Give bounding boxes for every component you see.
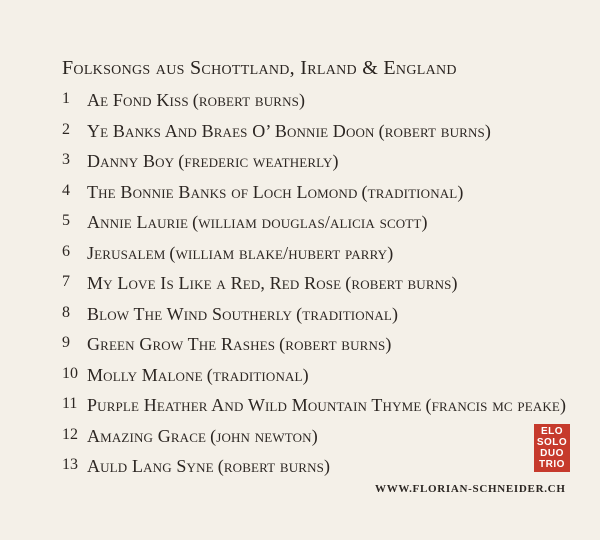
track-credit: (traditional)	[296, 303, 399, 324]
track-title: The Bonnie Banks of Loch Lomond	[87, 181, 358, 202]
track-number: 4	[62, 181, 70, 199]
track-credit: (francis mc peake)	[425, 395, 567, 415]
track-item	[0, 426, 600, 450]
logo-line: TRIO	[539, 459, 565, 470]
track-credit: (traditional)	[206, 364, 309, 385]
track-credit: (robert burns)	[279, 334, 392, 354]
elo-solo-duo-trio-logo	[534, 424, 570, 472]
track-credit: (robert burns)	[192, 90, 306, 110]
track-title: Purple Heather And Wild Mountain Thyme	[87, 395, 422, 415]
track-credit: (traditional)	[361, 181, 464, 202]
track-credit: (robert burns)	[378, 120, 492, 141]
track-number: 1	[62, 90, 70, 107]
track-title: Amazing Grace	[87, 425, 207, 446]
track-title: Ae Fond Kiss	[87, 90, 189, 110]
track-title: Auld Lang Syne	[87, 456, 214, 476]
track-item	[0, 334, 600, 358]
website-link[interactable]: WWW.FLORIAN-SCHNEIDER.CH	[375, 483, 566, 495]
track-title: Molly Malone	[87, 364, 203, 385]
track-number: 7	[62, 273, 70, 290]
track-item	[0, 456, 600, 480]
track-number: 2	[62, 120, 70, 138]
logo-line: DUO	[540, 448, 564, 459]
page-title: Folksongs aus Schottland, Irland & England	[62, 57, 457, 79]
track-title: My Love Is Like a Red, Red Rose	[87, 273, 342, 293]
track-credit: (robert burns)	[345, 273, 458, 293]
track-title: Annie Laurie	[87, 212, 189, 232]
track-number: 13	[62, 456, 78, 473]
track-item	[0, 182, 600, 206]
track-item	[0, 121, 600, 145]
track-title: Green Grow The Rashes	[87, 334, 276, 354]
track-item	[0, 151, 600, 175]
track-credit: (william douglas/alicia scott)	[192, 212, 428, 232]
track-item	[0, 212, 600, 236]
track-number: 8	[62, 303, 70, 321]
track-title: Ye Banks And Braes O’ Bonnie Doon	[87, 120, 375, 141]
track-number: 3	[62, 151, 70, 168]
track-number: 10	[62, 364, 78, 382]
track-credit: (frederic weatherly)	[178, 151, 339, 171]
logo-line: ELO	[540, 426, 564, 437]
track-number: 11	[62, 395, 78, 412]
track-number: 12	[62, 425, 78, 443]
track-item	[0, 365, 600, 389]
track-item	[0, 304, 600, 328]
track-item	[0, 90, 600, 114]
track-number: 5	[62, 212, 70, 229]
track-title: Blow The Wind Southerly	[87, 303, 293, 324]
track-item	[0, 243, 600, 267]
track-title: Danny Boy	[87, 151, 175, 171]
track-credit: (robert burns)	[217, 456, 331, 476]
track-number: 6	[62, 242, 70, 260]
logo-line: SOLO	[536, 437, 568, 448]
track-credit: (john newton)	[210, 425, 318, 446]
track-number: 9	[62, 334, 70, 351]
track-item	[0, 395, 600, 419]
track-credit: (william blake/hubert parry)	[169, 242, 394, 263]
track-item	[0, 273, 600, 297]
track-title: Jerusalem	[87, 242, 166, 263]
